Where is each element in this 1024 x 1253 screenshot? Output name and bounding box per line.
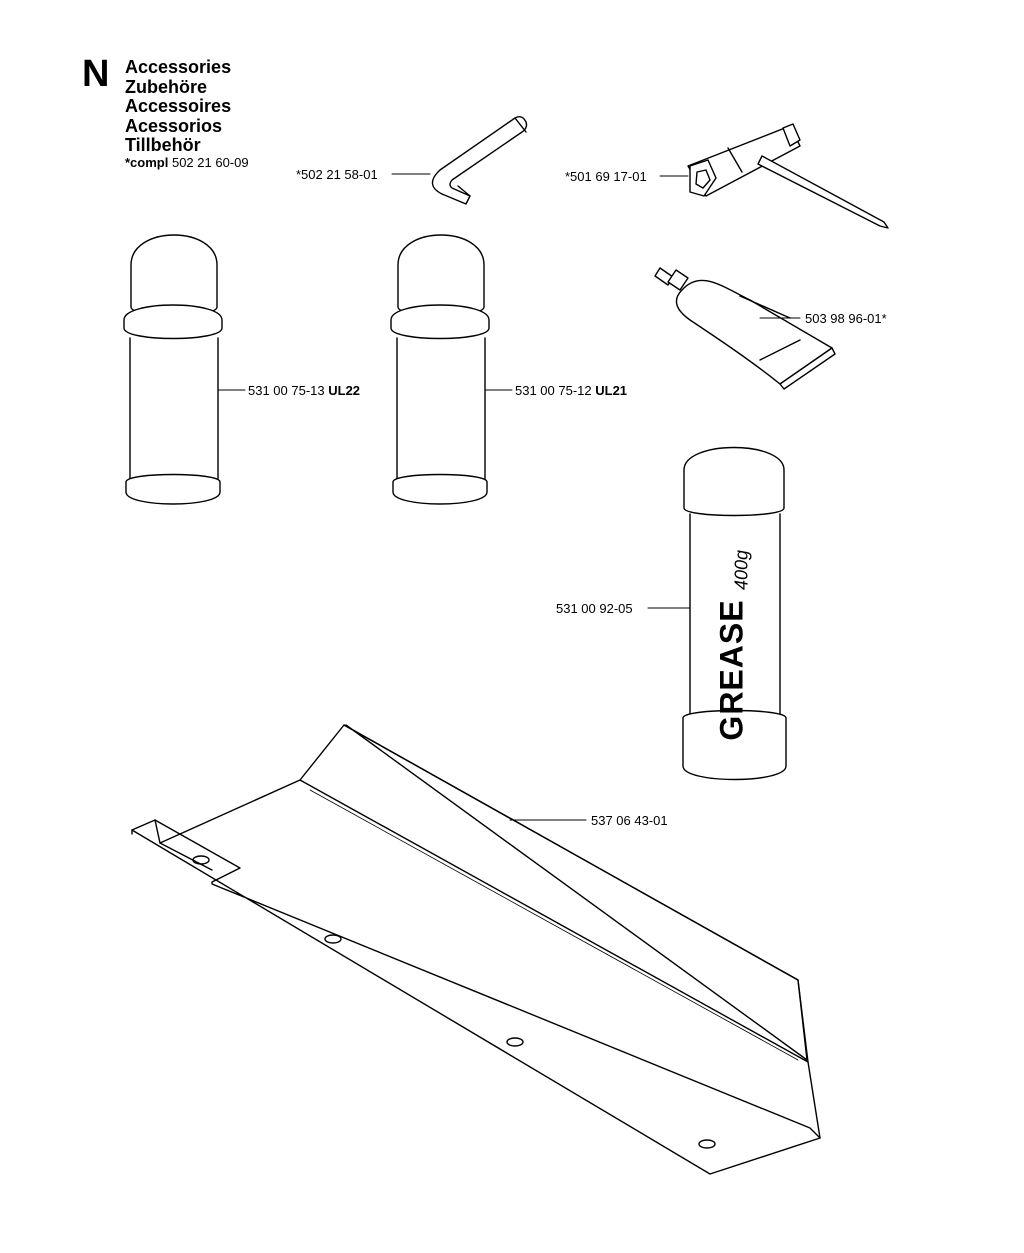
title-fr: Accessoires	[125, 96, 232, 117]
compl-prefix: *compl	[125, 155, 169, 170]
section-letter: N	[82, 53, 110, 95]
combi-wrench-illustration	[660, 124, 888, 228]
callout-combi-wrench: *501 69 17-01	[565, 169, 647, 184]
callout-guard-plate: 537 06 43-01	[591, 813, 668, 828]
callout-spray-can-1	[248, 384, 360, 397]
callout-spray-can-2	[515, 384, 627, 397]
grease-weight-label: 400g	[731, 549, 752, 591]
callout-hex-key: *502 21 58-01	[296, 167, 378, 182]
spray-can-1-number: 531 00 75-13	[248, 383, 325, 398]
title-en: Accessories	[125, 57, 232, 77]
spray-can-1-illustration	[124, 235, 245, 504]
spray-can-2-code: UL21	[595, 383, 628, 398]
guard-plate-illustration	[132, 725, 820, 1174]
title-sv: Tillbehör	[125, 135, 201, 156]
tube-illustration	[655, 268, 835, 389]
callout-tube: 503 98 96-01*	[805, 311, 887, 326]
callout-grease-cartridge: 531 00 92-05	[556, 601, 633, 616]
hex-key-illustration	[392, 117, 527, 204]
spray-can-2-number: 531 00 75-12	[515, 383, 592, 398]
grease-brand-label: GREASE	[713, 599, 750, 741]
spray-can-2-illustration	[391, 235, 512, 504]
title-de: Zubehöre	[125, 76, 208, 97]
spray-can-1-code: UL22	[328, 383, 361, 398]
compl-number: 502 21 60-09	[171, 155, 249, 170]
title-pt: Acessorios	[125, 115, 223, 136]
